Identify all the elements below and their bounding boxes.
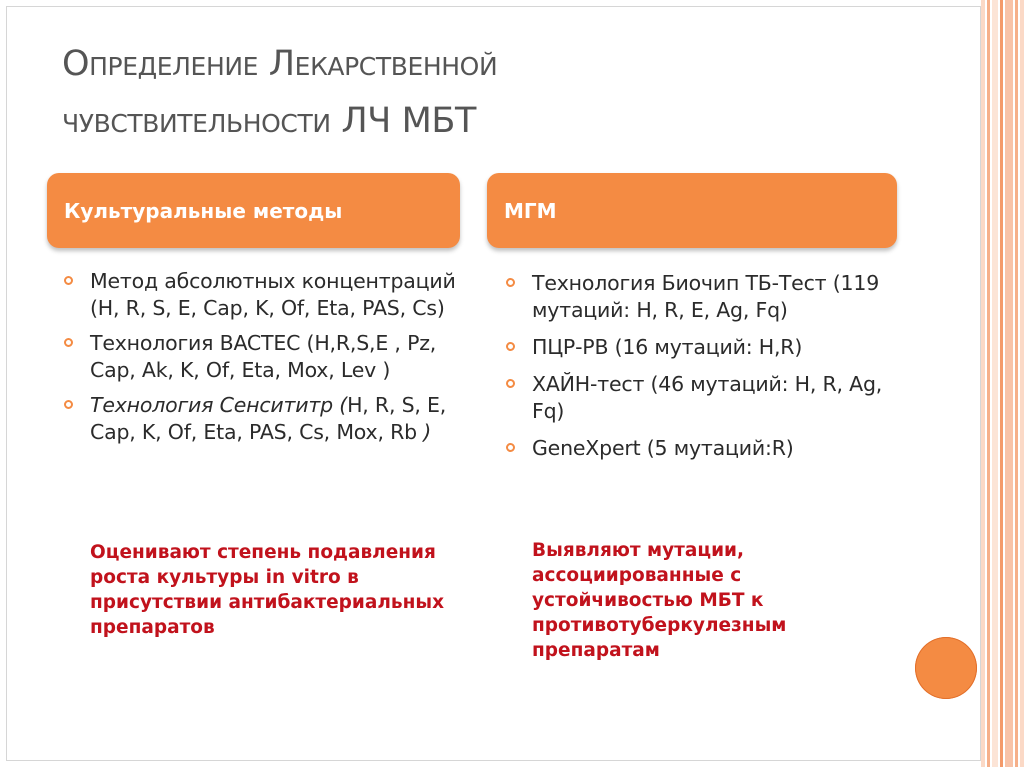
list-item: GeneXpert (5 мутаций:R) bbox=[504, 435, 904, 462]
list-item: ПЦР-РВ (16 мутаций: H,R) bbox=[504, 334, 904, 361]
bullet-circle-icon bbox=[506, 278, 515, 287]
list-item: ХАЙН-тест (46 мутаций: H, R, Ag, Fq) bbox=[504, 371, 904, 425]
page-title bbox=[62, 36, 682, 150]
header-mgm bbox=[487, 173, 897, 248]
bullet-circle-icon bbox=[64, 338, 73, 347]
list-item: Технология BACTEC (H,R,S,E , Pz, Cap, Ak, K, Of, Eta, Mox, Lev ) bbox=[62, 330, 472, 384]
cultural-methods-note: Оценивают степень подавления роста культуры in vitro в присутствии антибактериальных препаратов bbox=[90, 542, 445, 638]
mgm-list bbox=[504, 270, 904, 472]
bullet-circle-icon bbox=[64, 276, 73, 285]
list-item: Метод абсолютных концентраций (H, R, S, E, Cap, K, Of, Eta, PAS, Cs) bbox=[62, 268, 472, 322]
title-line-2: чувствительности ЛЧ МБТ bbox=[62, 101, 476, 141]
header-label: Культуральные методы bbox=[64, 198, 343, 223]
bullet-circle-icon bbox=[506, 443, 515, 452]
decorative-circle bbox=[915, 637, 977, 699]
decorative-stripes bbox=[981, 0, 1024, 767]
header-label: МГМ bbox=[504, 198, 557, 223]
cultural-methods-list bbox=[62, 268, 472, 454]
list-item: Технология Сенсититр (H, R, S, E, Cap, K, Of, Eta, PAS, Cs, Mox, Rb ) bbox=[62, 392, 472, 446]
mgm-note: Выявляют мутации, ассоциированные с устойчивостью МБТ к противотуберкулезным препаратам bbox=[532, 540, 787, 661]
list-item: Технология Биочип ТБ-Тест (119 мутаций: H, R, E, Ag, Fq) bbox=[504, 270, 904, 324]
bullet-circle-icon bbox=[64, 400, 73, 409]
title-line-1: Определение Лекарственной bbox=[62, 44, 498, 84]
bullet-circle-icon bbox=[506, 342, 515, 351]
bullet-circle-icon bbox=[506, 379, 515, 388]
header-cultural-methods bbox=[47, 173, 460, 248]
